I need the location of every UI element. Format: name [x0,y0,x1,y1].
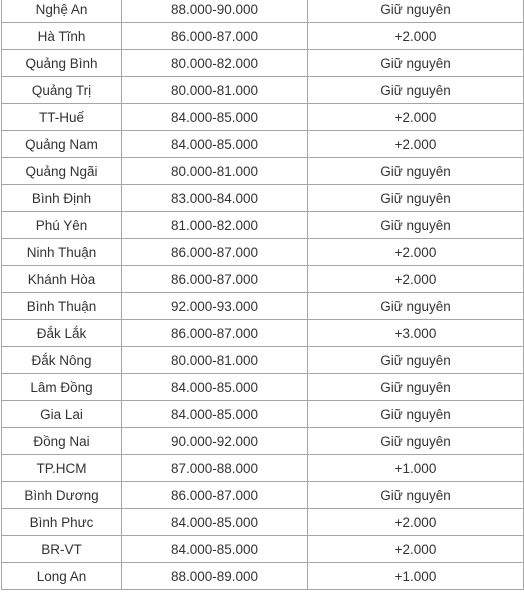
table-row [2,509,524,536]
province-cell: Phú Yên [2,212,122,239]
price-cell: 83.000-84.000 [122,185,308,212]
table-row [2,401,524,428]
table-row [2,563,524,590]
table-row [2,185,524,212]
price-cell: 84.000-85.000 [122,536,308,563]
price-cell: 88.000-89.000 [122,563,308,590]
table-row [2,0,524,23]
change-cell: Giữ nguyên [308,482,524,509]
change-cell: Giữ nguyên [308,374,524,401]
price-cell: 87.000-88.000 [122,455,308,482]
price-cell: 80.000-81.000 [122,158,308,185]
province-cell: Khánh Hòa [2,266,122,293]
province-cell: Hà Tĩnh [2,23,122,50]
price-cell: 84.000-85.000 [122,401,308,428]
change-cell: Giữ nguyên [308,77,524,104]
price-cell: 84.000-85.000 [122,131,308,158]
price-cell: 84.000-85.000 [122,104,308,131]
table-row [2,347,524,374]
table-row [2,266,524,293]
change-cell: +2.000 [308,239,524,266]
price-cell: 80.000-81.000 [122,347,308,374]
change-cell: Giữ nguyên [308,401,524,428]
province-cell: Bình Dương [2,482,122,509]
province-cell: Quảng Trị [2,77,122,104]
price-cell: 92.000-93.000 [122,293,308,320]
table-row [2,131,524,158]
table-row [2,374,524,401]
price-table-body [2,0,524,590]
province-cell: Lâm Đồng [2,374,122,401]
table-row [2,212,524,239]
change-cell: +2.000 [308,509,524,536]
province-cell: BR-VT [2,536,122,563]
price-cell: 86.000-87.000 [122,266,308,293]
change-cell: Giữ nguyên [308,0,524,23]
table-row [2,536,524,563]
change-cell: +2.000 [308,23,524,50]
table-row [2,320,524,347]
change-cell: Giữ nguyên [308,158,524,185]
price-table [1,0,524,590]
table-row [2,158,524,185]
price-cell: 86.000-87.000 [122,23,308,50]
province-cell: Gia Lai [2,401,122,428]
change-cell: Giữ nguyên [308,50,524,77]
change-cell: +3.000 [308,320,524,347]
change-cell: +2.000 [308,104,524,131]
change-cell: +1.000 [308,455,524,482]
price-cell: 86.000-87.000 [122,239,308,266]
province-cell: Đắk Lắk [2,320,122,347]
change-cell: Giữ nguyên [308,347,524,374]
table-row [2,50,524,77]
change-cell: +2.000 [308,131,524,158]
province-cell: Đắk Nông [2,347,122,374]
price-cell: 81.000-82.000 [122,212,308,239]
table-row [2,23,524,50]
province-cell: Đồng Nai [2,428,122,455]
province-cell: Quảng Bình [2,50,122,77]
table-row [2,428,524,455]
table-row [2,482,524,509]
change-cell: Giữ nguyên [308,428,524,455]
table-row [2,77,524,104]
province-cell: TT-Huế [2,104,122,131]
table-row [2,293,524,320]
province-cell: Bình Định [2,185,122,212]
change-cell: +2.000 [308,536,524,563]
change-cell: Giữ nguyên [308,293,524,320]
table-row [2,455,524,482]
price-cell: 86.000-87.000 [122,320,308,347]
price-cell: 86.000-87.000 [122,482,308,509]
province-cell: Bình Phưc [2,509,122,536]
province-cell: Quảng Ngãi [2,158,122,185]
province-cell: Quảng Nam [2,131,122,158]
price-cell: 84.000-85.000 [122,509,308,536]
price-cell: 80.000-81.000 [122,77,308,104]
price-cell: 88.000-90.000 [122,0,308,23]
table-row [2,104,524,131]
province-cell: Ninh Thuận [2,239,122,266]
change-cell: +1.000 [308,563,524,590]
change-cell: Giữ nguyên [308,185,524,212]
change-cell: +2.000 [308,266,524,293]
change-cell: Giữ nguyên [308,212,524,239]
price-cell: 84.000-85.000 [122,374,308,401]
province-cell: Bình Thuận [2,293,122,320]
province-cell: Long An [2,563,122,590]
price-cell: 80.000-82.000 [122,50,308,77]
table-row [2,239,524,266]
province-cell: Nghệ An [2,0,122,23]
province-cell: TP.HCM [2,455,122,482]
price-cell: 90.000-92.000 [122,428,308,455]
